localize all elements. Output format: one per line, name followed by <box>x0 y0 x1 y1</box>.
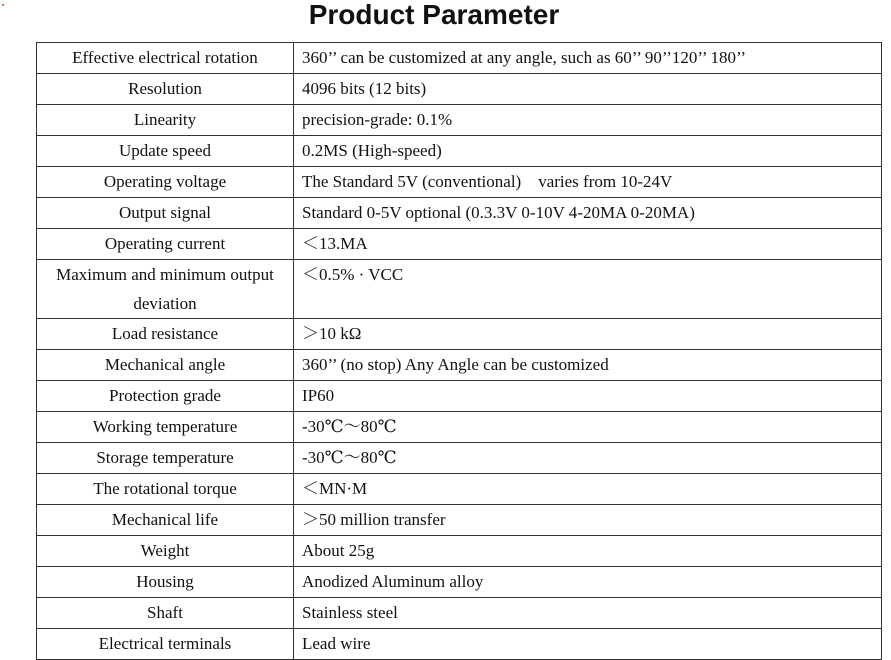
param-value: ＜13.MA <box>294 229 882 260</box>
table-row <box>37 381 882 412</box>
param-value: Stainless steel <box>294 598 882 629</box>
table-row <box>37 629 882 660</box>
param-name: Output signal <box>37 198 294 229</box>
param-name: Operating voltage <box>37 167 294 198</box>
table-row <box>37 443 882 474</box>
param-value: About 25g <box>294 536 882 567</box>
param-name: Shaft <box>37 598 294 629</box>
param-name: Working temperature <box>37 412 294 443</box>
table-row <box>37 536 882 567</box>
param-value: ＜0.5% · VCC <box>294 260 882 319</box>
param-name: Weight <box>37 536 294 567</box>
param-value: IP60 <box>294 381 882 412</box>
param-name: Mechanical life <box>37 505 294 536</box>
param-name: Load resistance <box>37 319 294 350</box>
table-row <box>37 412 882 443</box>
param-name: Effective electrical rotation <box>37 43 294 74</box>
table-row <box>37 350 882 381</box>
param-name: Storage temperature <box>37 443 294 474</box>
table-row <box>37 319 882 350</box>
table-row <box>37 260 882 319</box>
param-name: Update speed <box>37 136 294 167</box>
param-name: Electrical terminals <box>37 629 294 660</box>
param-value: 0.2MS (High-speed) <box>294 136 882 167</box>
param-value: -30℃～80℃ <box>294 443 882 474</box>
param-value: Standard 0-5V optional (0.3.3V 0-10V 4-20MA 0-20MA) <box>294 198 882 229</box>
param-name: Maximum and minimum output deviation <box>37 260 294 319</box>
param-value: Lead wire <box>294 629 882 660</box>
table-row <box>37 229 882 260</box>
param-value: ＞50 million transfer <box>294 505 882 536</box>
param-value: The Standard 5V (conventional) varies from 10-24V <box>294 167 882 198</box>
table-row <box>37 505 882 536</box>
param-value: 360’’ can be customized at any angle, such as 60’’ 90’’120’’ 180’’ <box>294 43 882 74</box>
table-row <box>37 567 882 598</box>
param-value: 360’’ (no stop) Any Angle can be customized <box>294 350 882 381</box>
param-name: Resolution <box>37 74 294 105</box>
param-value: Anodized Aluminum alloy <box>294 567 882 598</box>
param-name: Housing <box>37 567 294 598</box>
param-value: precision-grade: 0.1% <box>294 105 882 136</box>
parameter-table <box>36 42 882 660</box>
param-name: Mechanical angle <box>37 350 294 381</box>
table-row <box>37 474 882 505</box>
table-row <box>37 74 882 105</box>
table-row <box>37 167 882 198</box>
param-name: Operating current <box>37 229 294 260</box>
param-value: 4096 bits (12 bits) <box>294 74 882 105</box>
param-value: ＜MN·M <box>294 474 882 505</box>
param-name: The rotational torque <box>37 474 294 505</box>
table-row <box>37 105 882 136</box>
page-title: Product Parameter <box>308 0 560 30</box>
param-name: Linearity <box>37 105 294 136</box>
param-value: -30℃～80℃ <box>294 412 882 443</box>
table-row <box>37 198 882 229</box>
table-row <box>37 598 882 629</box>
table-row <box>37 43 882 74</box>
table-row <box>37 136 882 167</box>
param-name: Protection grade <box>37 381 294 412</box>
param-value: ＞10 kΩ <box>294 319 882 350</box>
